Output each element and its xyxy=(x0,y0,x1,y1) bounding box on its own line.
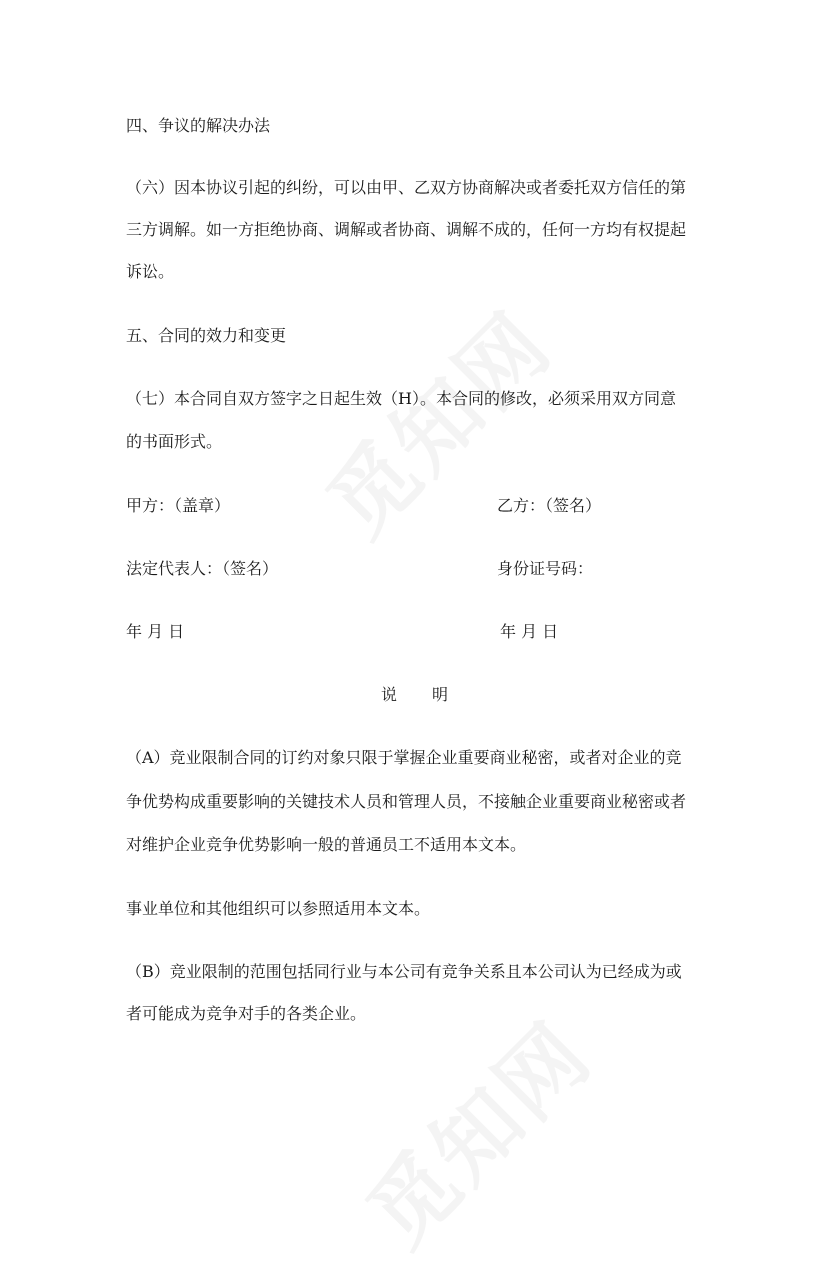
paragraph-line: 事业单位和其他组织可以参照适用本文本。 xyxy=(126,899,431,918)
date-a: 年 月 日 xyxy=(126,622,185,641)
paragraph-line: （B）竞业限制的范围包括同行业与本公司有竞争关系且本公司认为已经成为或 xyxy=(126,962,682,981)
watermark xyxy=(335,990,625,1280)
party-b-label: 乙方：（签名） xyxy=(497,496,602,515)
paragraph-line: （六）因本协议引起的纠纷，可以由甲、乙双方协商解决或者委托双方信任的第 xyxy=(126,178,687,197)
date-b: 年 月 日 xyxy=(500,622,559,641)
paragraph-line: 三方调解。如一方拒绝协商、调解或者协商、调解不成的，任何一方均有权提起 xyxy=(126,220,687,239)
legal-representative-label: 法定代表人：（签名） xyxy=(126,559,279,578)
notes-title: 说 明 xyxy=(380,685,449,704)
paragraph-line: 诉讼。 xyxy=(126,262,175,281)
paragraph-line: 争优势构成重要影响的关键技术人员和管理人员，不接触企业重要商业秘密或者 xyxy=(126,792,687,811)
section-heading-4: 四、争议的解决办法 xyxy=(126,116,271,135)
id-number-label: 身份证号码： xyxy=(497,559,594,578)
paragraph-line: 对维护企业竞争优势影响一般的普通员工不适用本文本。 xyxy=(126,835,527,854)
party-a-label: 甲方：（盖章） xyxy=(126,496,231,515)
paragraph-line: 的书面形式。 xyxy=(126,432,223,451)
watermark xyxy=(295,280,585,570)
paragraph-line: 者可能成为竞争对手的各类企业。 xyxy=(126,1004,367,1023)
paragraph-line: （A）竞业限制合同的订约对象只限于掌握企业重要商业秘密，或者对企业的竞 xyxy=(126,748,682,767)
section-heading-5: 五、合同的效力和变更 xyxy=(126,326,287,345)
paragraph-line: （七）本合同自双方签字之日起生效（H）。本合同的修改，必须采用双方同意 xyxy=(126,389,676,408)
